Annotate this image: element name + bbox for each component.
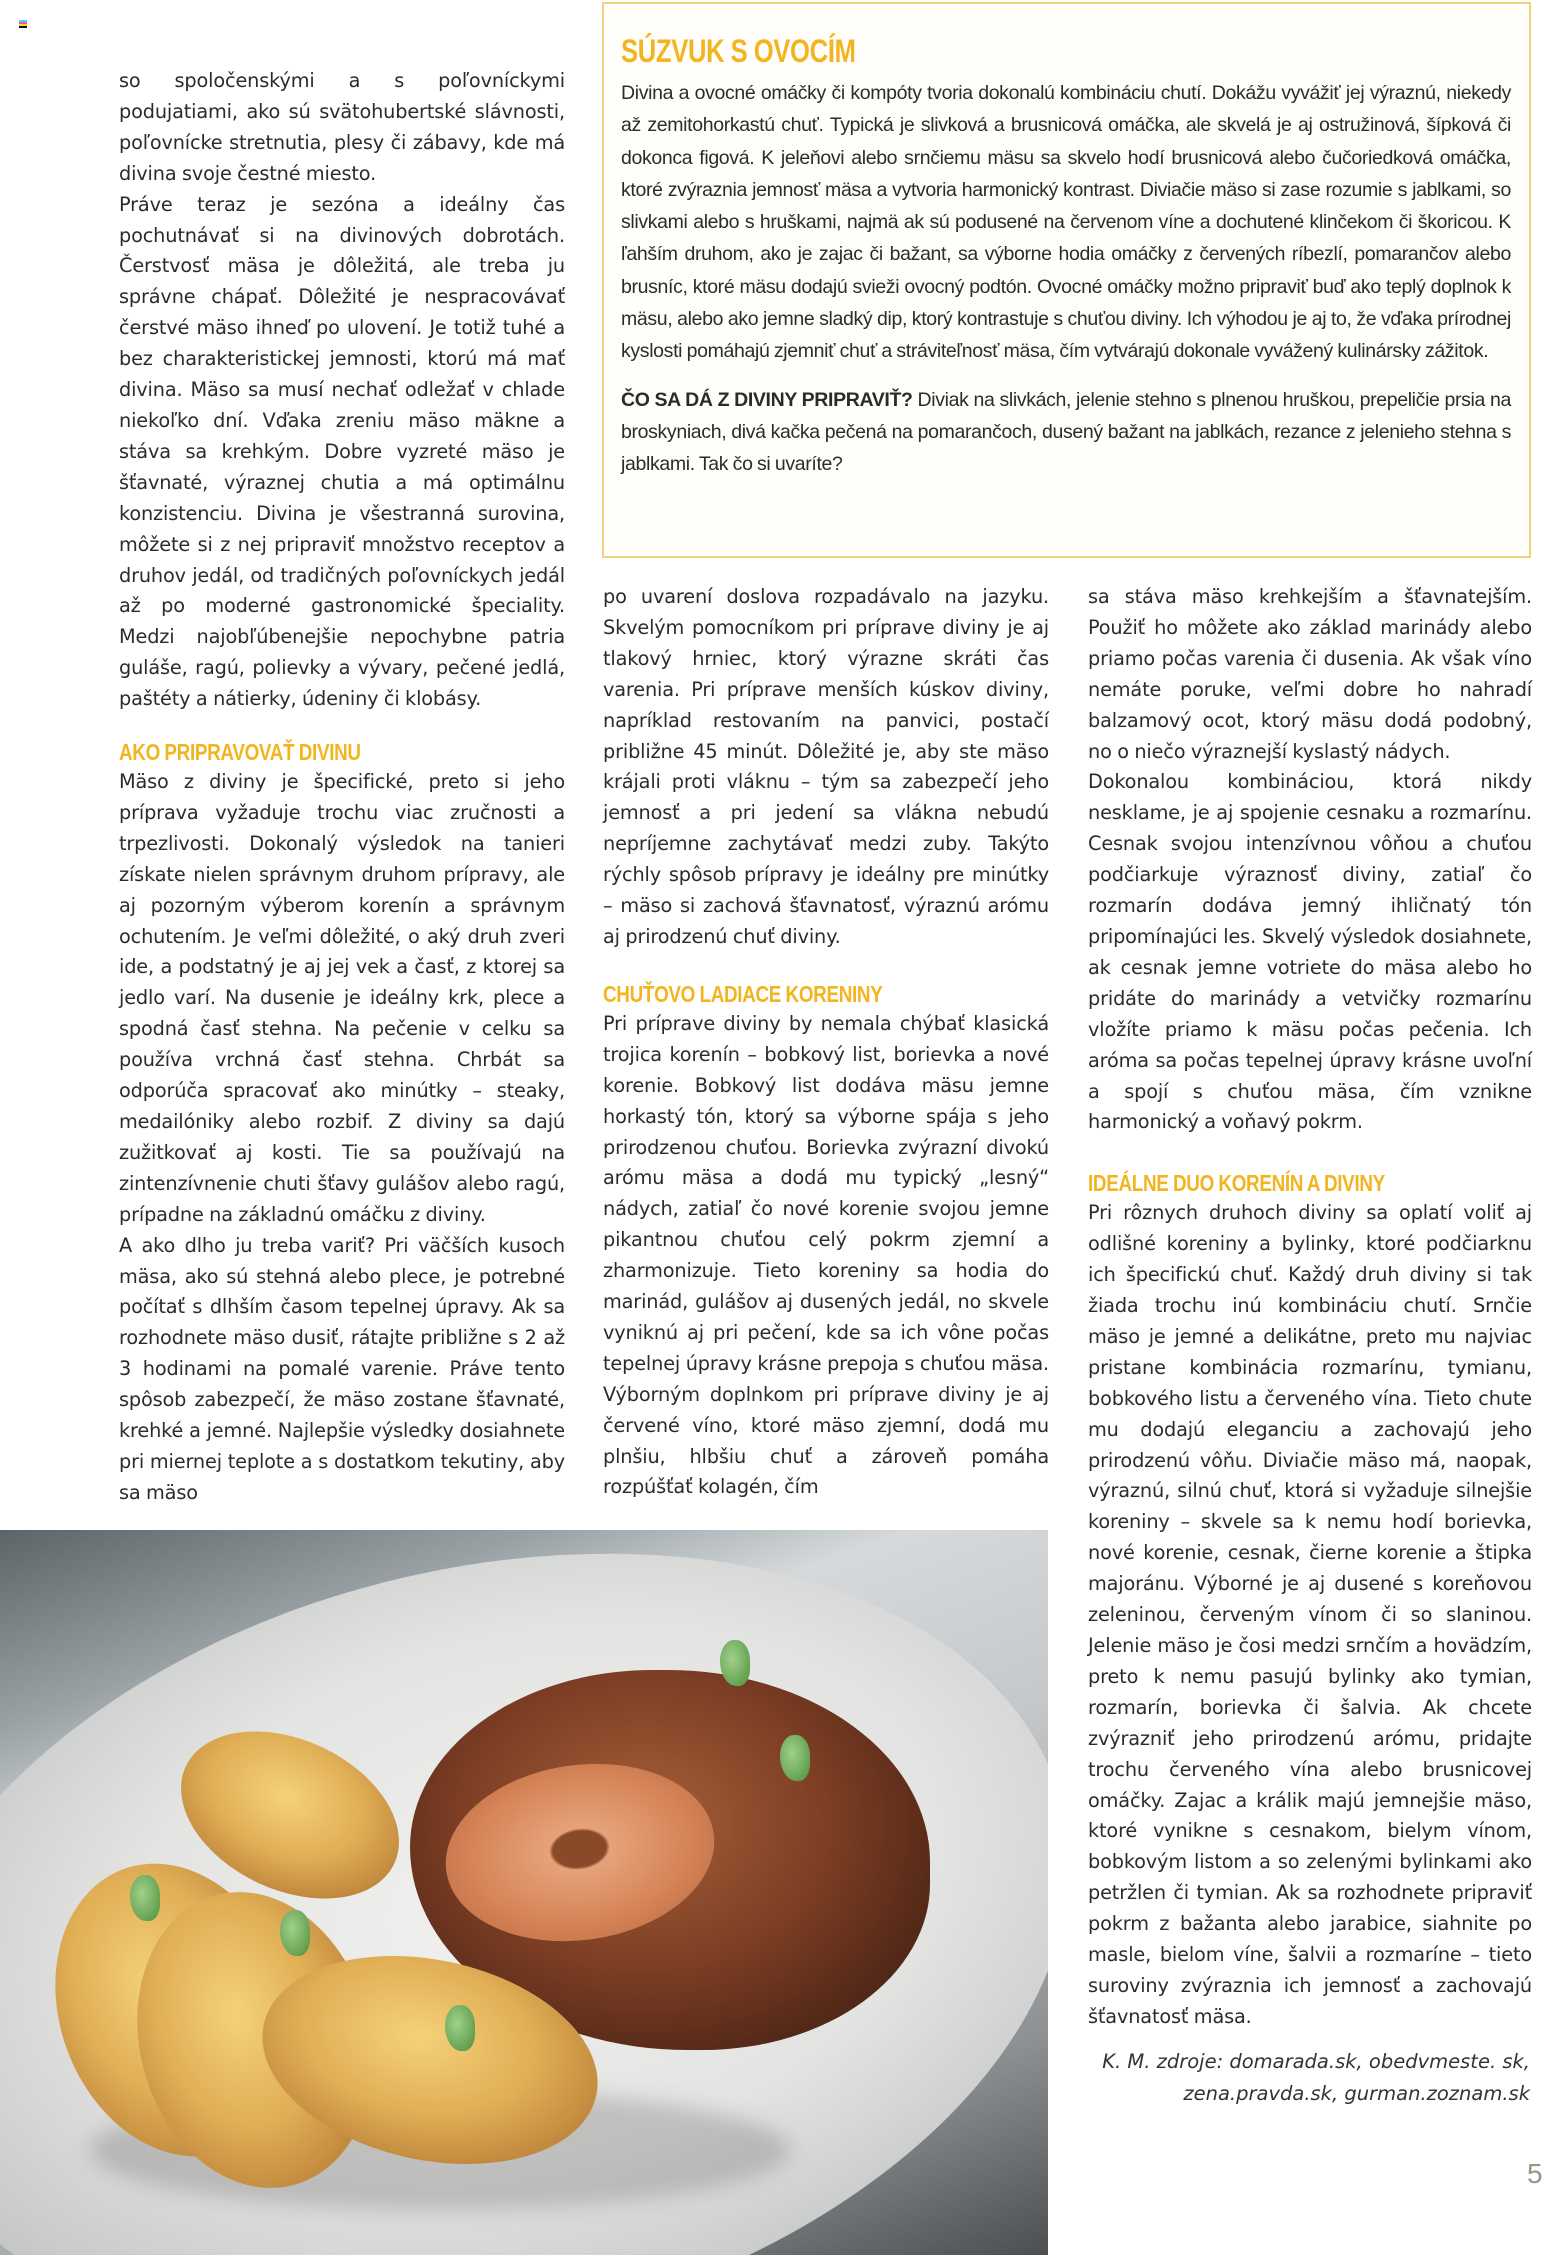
source-credit: K. M. zdroje: domarada.sk, obedvmeste. sk, zena.pravda.sk, gurman.zoznam.sk — [1102, 2050, 1530, 2105]
fruit-pairing-sidebar-box — [602, 2, 1531, 558]
right-column — [1088, 582, 1532, 2033]
sidebar-question-text: Diviak na slivkách, jelenie stehno s plnenou hruškou, prepeličie prsia na broskyniach, divá kačka pečená na pomarančoch, dusený bažant na jablkách, rezance z jelenieho stehna s jablkami. Tak čo si uvaríte? — [621, 388, 1511, 476]
herb-leaf-icon — [445, 2005, 475, 2051]
middle-column — [603, 582, 1049, 1503]
section-paragraph: Pri príprave diviny by nemala chýbať klasická trojica korenín – bobkový list, borievka a nové korenie. Bobkový list dodáva mäsu jemne horkastý tón, ktorý sa výborne spája s jeho prirodzenou chuťou. Borievka zvýrazní divokú arómu mäsa a dodá mu typický „lesný“ nádych, zatiaľ čo nové korenie svojou jemne pikantnou chuťou celý pokrm zjemní a zharmonizuje. Tieto koreniny sa hodia do marinád, gulášov aj dusených jedál, no skvele vyniknú aj pri pečení, kde sa ich vône počas tepelnej úpravy krásne prepoja s chuťou mäsa. Výborným doplnkom pri príprave diviny je aj červené víno, ktoré mäso zjemní, dodá mu plnšiu, hlbšiu chuť a zároveň pomáha rozpúšťať kolagén, čím — [603, 1011, 1049, 1499]
sidebar-question-label: ČO SA DÁ Z DIVINY PRIPRAVIŤ? — [621, 388, 913, 411]
herb-leaf-icon — [130, 1875, 160, 1921]
food-photo — [0, 1530, 1048, 2255]
section-paragraph: Mäso z diviny je špecifické, preto si jeho príprava vyžaduje trochu viac zručnosti a trpezlivosti. Dokonalý výsledok na tanieri získate nielen správnym druhom prípravy, ale aj pozorným výberom korenín a správnym ochutením. Je veľmi dôležité, o aký druh zveri ide, a podstatný je aj jej vek a časť, z ktorej sa jedlo varí. Na dusenie je ideálny krk, plece a spodná časť stehna. Na pečenie v celku sa používa vrchná časť stehna. Chrbát sa odporúča spracovať ako minútky – steaky, medailóniky alebo rozbif. Z diviny sa dajú zužitkovať aj kosti. Tie sa používajú na zintenzívnenie chuti šťavy gulášov alebo ragú, prípadne na základnú omáčku z diviny. — [119, 770, 565, 1226]
section-paragraph: Pri rôznych druhoch diviny sa oplatí voliť aj odlišné koreniny a bylinky, ktoré podčiarknu ich špecifickú chuť. Každý druh diviny si tak žiada trochu inú kombináciu chutí. Srnčie mäso je jemné a delikátne, preto mu najviac pristane kombinácia rozmarínu, tymianu, bobkového listu a červeného vína. Tieto chute mu dodajú eleganciu a zachovajú jeho prirodzenú vôňu. Diviačie mäso má, naopak, výraznú, silnú chuť, ktorá si vyžaduje silnejšie koreniny – skvele sa k nemu hodí borievka, nové korenie, cesnak, čierne korenie a štipka majoránu. Výborné je aj dusené s koreňovou zeleninou, červeným vínom či so slaninou. Jelenie mäso je čosi medzi srnčím a hovädzím, preto k nemu pasujú bylinky ako tymian, rozmarín, borievka či šalvia. Ak chcete zvýrazniť jeho prirodzenú arómu, pridajte trochu červeného vína alebo brusnicovej omáčky. Zajac a králik majú jemnejšie mäso, ktoré vynikne s cesnakom, bielym vínom, bobkovým listom a so zelenými bylinkami ako petržlen či tymian. Ak sa rozhodnete pripraviť pokrm z bažanta alebo jarabice, siahnite po masle, bielom víne, šalvii a rozmaríne – tieto suroviny zvýraznia ich jemnosť a zachovajú šťavnatosť mäsa. — [1088, 1201, 1532, 2028]
continued-paragraph: po uvarení doslova rozpadávalo na jazyku. Skvelým pomocníkom pri príprave diviny je aj tlakový hrniec, ktorý výrazne skráti čas varenia. Pri príprave menších kúskov diviny, napríklad restovaním na panvici, postačí približne 45 minút. Dôležité je, aby ste mäso krájali proti vláknu – tým sa zabezpečí jeho jemnosť a pri jedení sa vlákna nebudú nepríjemne zachytávať medzi zuby. Takýto rýchly spôsob prípravy je ideálny pre minútky – mäso si zachová šťavnatosť, výraznú arómu aj prirodzenú chuť diviny. — [603, 585, 1049, 948]
sidebar-question-paragraph — [621, 384, 1511, 481]
garlic-rosemary-paragraph: Dokonalou kombináciou, ktorá nikdy nesklame, je aj spojenie cesnaku a rozmarínu. Cesnak svojou intenzívnou vôňou a chuťou podčiarkuje výraznosť diviny, zatiaľ čo rozmarín dodáva jemný ihličnatý tón pripomínajúci les. Skvelý výsledok dosiahnete, ak cesnak jemne votriete do mäsa alebo ho pridáte do marinády a vetvičky rozmarínu vložíte priamo k mäsu počas pečenia. Ich aróma sa počas tepelnej úpravy krásne uvoľní a spojí s chuťou mäsa, čím vznikne harmonický a voňavý pokrm. — [1088, 770, 1532, 1134]
page-number: 5 — [1527, 2158, 1543, 2189]
printer-registration-mark-icon — [19, 20, 27, 28]
intro-paragraph-1: so spoločenskými a s poľovníckymi podujatiami, ako sú svätohubertské slávnosti, poľovnícke stretnutia, plesy či zábavy, kde má divina svoje čestné miesto. — [119, 69, 565, 185]
section-paragraph: A ako dlho ju treba variť? Pri väčších kusoch mäsa, ako sú stehná alebo plece, je potrebné počítať s dlhším časom tepelnej úpravy. Ak sa rozhodnete mäso dusiť, rátajte približne s 2 až 3 hodinami na pomalé varenie. Práve tento spôsob zabezpečí, že mäso zostane šťavnaté, krehké a jemné. Najlepšie výsledky dosiahnete pri miernej teplote a s dostatkom tekutiny, aby sa mäso — [119, 1233, 565, 1504]
sidebar-heading: SÚZVUK S OVOCÍM — [621, 33, 856, 69]
continued-paragraph: sa stáva mäso krehkejším a šťavnatejším. Použiť ho môžete ako základ marinády alebo priamo počas varenia či dusenia. Ak však víno nemáte poruke, veľmi dobre ho nahradí balzamový ocot, ktorý mäsu dodá podobný, no o niečo výraznejší kyslastý nádych. — [1088, 585, 1532, 763]
herb-leaf-icon — [720, 1640, 750, 1686]
section-heading-koreniny: CHUŤOVO LADIACE KORENINY — [603, 980, 883, 1007]
sidebar-paragraph: Divina a ovocné omáčky či kompóty tvoria dokonalú kombináciu chutí. Dokážu vyvážiť jej výraznú, niekedy až zemitohorkastú chuť. Typická je slivková a brusnicová omáčka, ale skvelá je aj ostružinová, šípková či dokonca figová. K jeleňovi alebo srnčiemu mäsu sa skvelo hodí brusnicová alebo čučoriedková omáčka, ktoré zvýraznia jemnosť mäsa a vytvoria harmonický kontrast. Diviačie mäso si zase rozumie s jablkami, so slivkami alebo s hruškami, najmä ak sú podusené na červenom víne a dochutené klinčekom či škoricou. K ľahším druhom, ako je zajac či bažant, sa výborne hodia omáčky z červených ríbezlí, pomarančov alebo brusníc, ktoré mäsu dodajú svieži ovocný podtón. Ovocné omáčky možno pripraviť buď ako teplý doplnok k mäsu, alebo ako jemne sladký dip, ktorý kontrastuje s chuťou diviny. Ich výhodou je aj to, že vďaka prírodnej kyslosti pomáhajú zjemniť chuť a stráviteľnosť mäsa, čím vytvárajú dokonale vyvážený kulinársky zážitok. — [621, 82, 1511, 363]
herb-leaf-icon — [780, 1735, 810, 1781]
intro-paragraph-2: Práve teraz je sezóna a ideálny čas pochutnávať si na divinových dobrotách. Čerstvosť mäsa je dôležitá, ale treba ju správne chápať. Dôležité je nespracovávať čerstvé mäso ihneď po ulovení. Je totiž tuhé a bez charakteristickej jemnosti, ktorú má mať divina. Mäso sa musí nechať odležať v chlade niekoľko dní. Vďaka zreniu mäso mäkne a stáva sa krehkým. Dobre vyzreté mäso je šťavnaté, výraznej chutia a má optimálnu konzistenciu. Divina je všestranná surovina, môžete si z nej pripraviť množstvo receptov a druhov jedál, od tradičných poľovníckych jedál až po moderné gastronomické špeciality. Medzi najobľúbenejšie nepochybne patria guláše, ragú, polievky a vývary, pečené jedlá, paštéty a nátierky, údeniny či klobásy. — [119, 192, 565, 711]
section-heading-ako-pripravovat: AKO PRIPRAVOVAŤ DIVINU — [119, 739, 361, 766]
herb-leaf-icon — [280, 1910, 310, 1956]
left-column — [119, 66, 565, 1509]
section-heading-idealne-duo: IDEÁLNE DUO KORENÍN A DIVINY — [1088, 1170, 1385, 1197]
